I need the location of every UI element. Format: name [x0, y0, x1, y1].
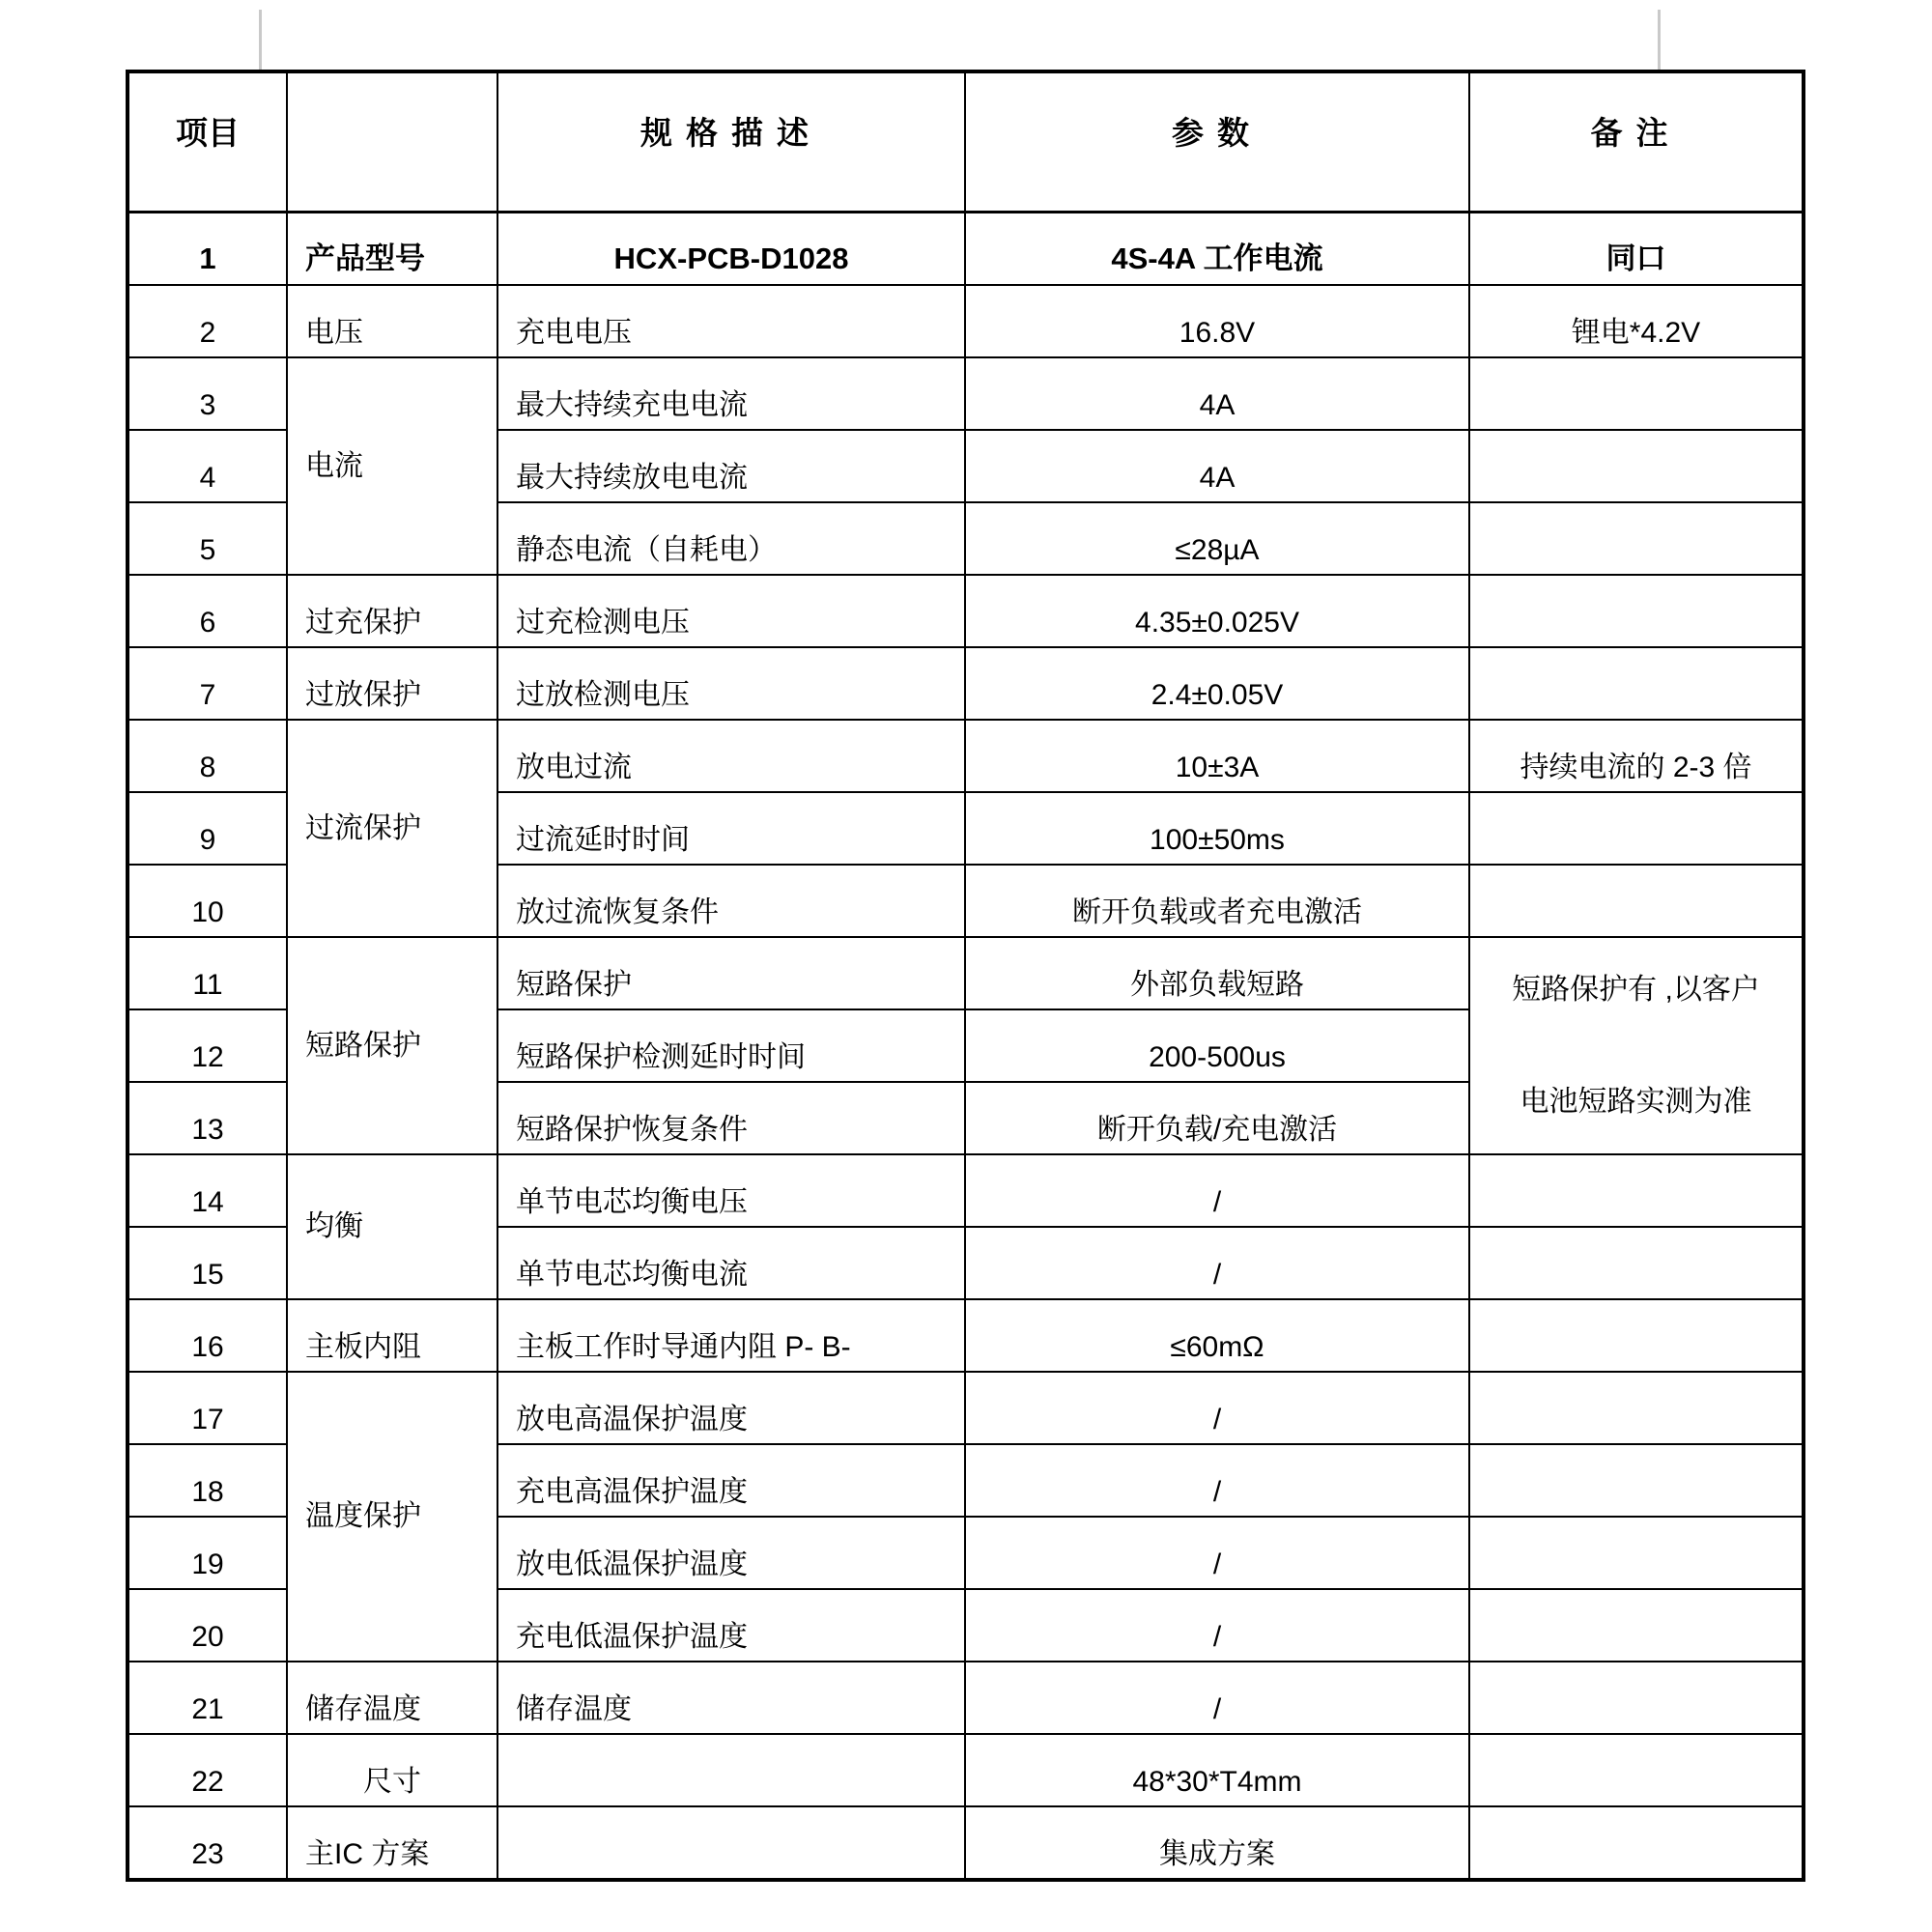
cell-param: 4A	[965, 357, 1469, 430]
cell-item: 12	[128, 1009, 287, 1082]
cell-param: ≤60mΩ	[965, 1299, 1469, 1372]
cell-param: 100±50ms	[965, 792, 1469, 865]
row-11	[128, 937, 1804, 1009]
cell-spec: 短路保护恢复条件	[497, 1082, 965, 1154]
cell-spec: 静态电流（自耗电）	[497, 502, 965, 575]
cell-remark	[1469, 1299, 1804, 1372]
cell-spec: 最大持续充电电流	[497, 357, 965, 430]
cell-item: 21	[128, 1662, 287, 1734]
cell-remark: 同口	[1469, 213, 1804, 286]
cell-item: 2	[128, 285, 287, 357]
cell-param: ≤28µA	[965, 502, 1469, 575]
cell-item: 15	[128, 1227, 287, 1299]
cell-param: 48*30*T4mm	[965, 1734, 1469, 1806]
cell-item: 5	[128, 502, 287, 575]
cell-param: /	[965, 1227, 1469, 1299]
cell-param: 10±3A	[965, 720, 1469, 792]
cell-item: 17	[128, 1372, 287, 1444]
header-remark: 备注	[1469, 71, 1804, 213]
cell-remark	[1469, 1734, 1804, 1806]
cell-category: 储存温度	[287, 1662, 497, 1734]
cell-item: 22	[128, 1734, 287, 1806]
print-margin-tick-right	[1658, 10, 1661, 70]
header-category	[287, 71, 497, 213]
cell-remark: 持续电流的 2-3 倍	[1469, 720, 1804, 792]
cell-item: 13	[128, 1082, 287, 1154]
cell-item: 7	[128, 647, 287, 720]
row-14	[128, 1154, 1804, 1227]
cell-spec: 充电电压	[497, 285, 965, 357]
row-17	[128, 1372, 1804, 1444]
cell-spec: 过充检测电压	[497, 575, 965, 647]
cell-category: 过充保护	[287, 575, 497, 647]
row-7	[128, 647, 1804, 720]
cell-spec: 单节电芯均衡电压	[497, 1154, 965, 1227]
cell-item: 3	[128, 357, 287, 430]
row-8	[128, 720, 1804, 792]
cell-remark	[1469, 865, 1804, 937]
cell-item: 10	[128, 865, 287, 937]
cell-spec: 充电低温保护温度	[497, 1589, 965, 1662]
cell-param: /	[965, 1589, 1469, 1662]
cell-category: 主板内阻	[287, 1299, 497, 1372]
cell-remark	[1469, 1589, 1804, 1662]
row-1	[128, 213, 1804, 286]
cell-spec: 主板工作时导通内阻 P- B-	[497, 1299, 965, 1372]
cell-param: /	[965, 1372, 1469, 1444]
cell-category-merged: 过流保护	[287, 720, 497, 937]
cell-param: 4A	[965, 430, 1469, 502]
cell-remark	[1469, 1806, 1804, 1880]
row-22	[128, 1734, 1804, 1806]
cell-category-merged: 均衡	[287, 1154, 497, 1299]
header-row	[128, 71, 1804, 213]
cell-param: /	[965, 1517, 1469, 1589]
row-2	[128, 285, 1804, 357]
cell-category-merged: 温度保护	[287, 1372, 497, 1662]
header-item: 项目	[128, 71, 287, 213]
cell-remark: 锂电*4.2V	[1469, 285, 1804, 357]
cell-param: 200-500us	[965, 1009, 1469, 1082]
cell-spec: 最大持续放电电流	[497, 430, 965, 502]
cell-spec: 储存温度	[497, 1662, 965, 1734]
cell-spec: 过流延时时间	[497, 792, 965, 865]
cell-spec: HCX-PCB-D1028	[497, 213, 965, 286]
cell-remark-merged	[1469, 937, 1804, 1154]
cell-item: 8	[128, 720, 287, 792]
cell-item: 11	[128, 937, 287, 1009]
cell-item: 23	[128, 1806, 287, 1880]
cell-remark	[1469, 502, 1804, 575]
cell-param: 断开负载或者充电激活	[965, 865, 1469, 937]
cell-param: /	[965, 1154, 1469, 1227]
cell-param: 外部负载短路	[965, 937, 1469, 1009]
print-margin-tick-left	[259, 10, 262, 70]
row-3	[128, 357, 1804, 430]
cell-spec: 放过流恢复条件	[497, 865, 965, 937]
cell-spec	[497, 1734, 965, 1806]
cell-spec: 过放检测电压	[497, 647, 965, 720]
cell-spec	[497, 1806, 965, 1880]
spec-table	[126, 70, 1805, 1882]
cell-spec: 放电低温保护温度	[497, 1517, 965, 1589]
cell-remark	[1469, 1517, 1804, 1589]
cell-remark	[1469, 357, 1804, 430]
cell-remark	[1469, 1372, 1804, 1444]
cell-item: 19	[128, 1517, 287, 1589]
cell-remark	[1469, 1227, 1804, 1299]
cell-param: 4S-4A 工作电流	[965, 213, 1469, 286]
cell-param: 16.8V	[965, 285, 1469, 357]
cell-item: 1	[128, 213, 287, 286]
cell-param: 集成方案	[965, 1806, 1469, 1880]
cell-spec: 放电过流	[497, 720, 965, 792]
cell-spec: 充电高温保护温度	[497, 1444, 965, 1517]
cell-param: 4.35±0.025V	[965, 575, 1469, 647]
remark-line-1: 短路保护有 ,以客户	[1512, 974, 1760, 1006]
cell-category: 电压	[287, 285, 497, 357]
cell-remark	[1469, 430, 1804, 502]
cell-remark	[1469, 647, 1804, 720]
cell-remark	[1469, 575, 1804, 647]
row-16	[128, 1299, 1804, 1372]
cell-item: 14	[128, 1154, 287, 1227]
cell-remark	[1469, 1662, 1804, 1734]
row-21	[128, 1662, 1804, 1734]
cell-remark	[1469, 1154, 1804, 1227]
row-23	[128, 1806, 1804, 1880]
header-spec: 规格描述	[497, 71, 965, 213]
cell-item: 16	[128, 1299, 287, 1372]
cell-category: 过放保护	[287, 647, 497, 720]
header-param: 参数	[965, 71, 1469, 213]
cell-item: 6	[128, 575, 287, 647]
cell-item: 20	[128, 1589, 287, 1662]
cell-remark	[1469, 792, 1804, 865]
cell-param: /	[965, 1662, 1469, 1734]
cell-category: 主IC 方案	[287, 1806, 497, 1880]
cell-category-merged: 电流	[287, 357, 497, 575]
remark-line-2: 电池短路实测为准	[1520, 1085, 1752, 1118]
row-6	[128, 575, 1804, 647]
cell-spec: 短路保护检测延时时间	[497, 1009, 965, 1082]
cell-item: 4	[128, 430, 287, 502]
cell-category: 尺寸	[287, 1734, 497, 1806]
cell-param: /	[965, 1444, 1469, 1517]
cell-category-merged: 短路保护	[287, 937, 497, 1154]
cell-spec: 单节电芯均衡电流	[497, 1227, 965, 1299]
cell-item: 9	[128, 792, 287, 865]
cell-category: 产品型号	[287, 213, 497, 286]
cell-spec: 短路保护	[497, 937, 965, 1009]
cell-param: 2.4±0.05V	[965, 647, 1469, 720]
cell-spec: 放电高温保护温度	[497, 1372, 965, 1444]
cell-param: 断开负载/充电激活	[965, 1082, 1469, 1154]
cell-item: 18	[128, 1444, 287, 1517]
cell-remark	[1469, 1444, 1804, 1517]
